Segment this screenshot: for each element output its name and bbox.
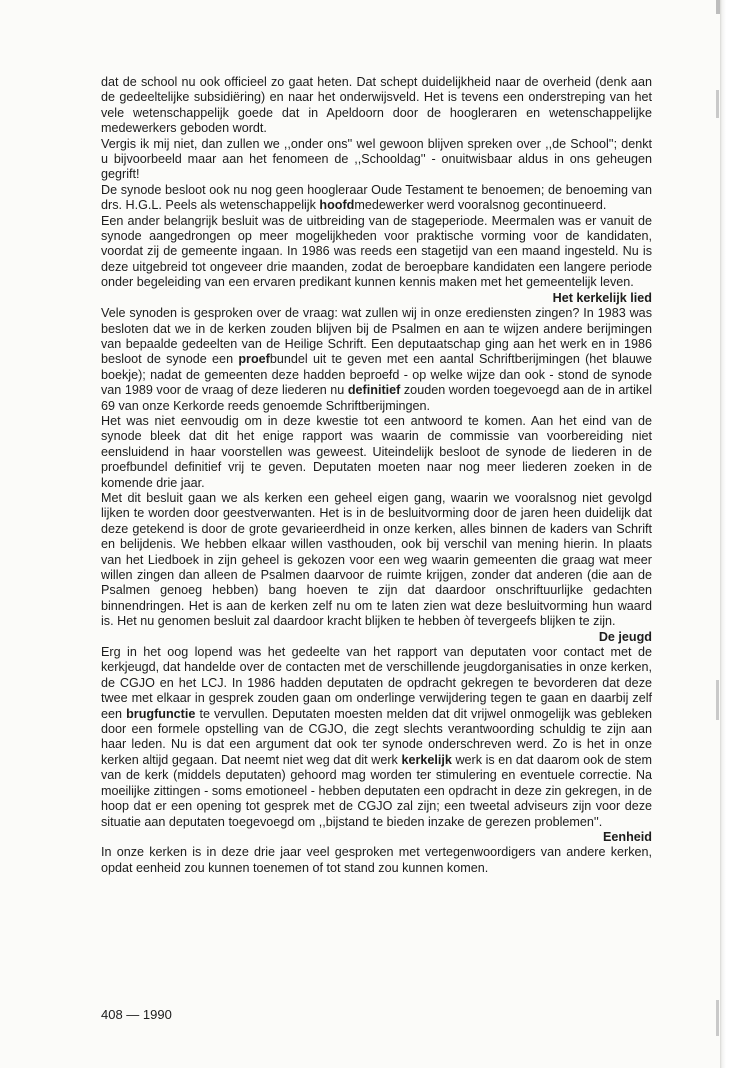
section-heading: Het kerkelijk lied [552,290,652,305]
text-run: bundel uit te geven met een aantal Schriftberijmingen (het blauwe boekje); nadat de gemeenten deze hadden beproefd - op welke wijze dan ook - stond de synode van 1989 voor de vraag of deze liederen nu [101,352,652,398]
paragraph [101,183,652,214]
text-run: zouden worden toegevoegd aan de in artikel 69 van onze Kerkorde reeds genoemde Schriftberijmingen. [101,383,653,413]
text-run: dat de school nu ook officieel zo gaat heten. Dat schept duidelijkheid naar de overheid (denk aan de gedeeltelijke subsidiëring) en naar het onderwijsveld. Het is tevens een onderstreping van het vele wetenschappelijk goede dat in Apeldoorn door de hoogleraren en wetenschappelijke medewerkers geboden wordt. [101,75,652,136]
paragraph [101,137,652,183]
paragraph [101,845,652,876]
text-run: werk is en dat daarom ook de stem van de kerk (middels deputaten) gehoord mag worden ter stimulering en eventuele correctie. Na moeilijke zittingen - soms emotioneel - hebben deputaten een opdracht in deze zin gekregen, in de hoop dat er een opening tot gesprek met de CGJO zal zijn; een tweetal adviseurs zijn voor deze situatie aan deputaten toegevoegd om ,,bijstand te bieden inzake de gerezen problemen''. [101,752,653,829]
emphasis: definitief [347,383,401,398]
paragraph [101,75,652,137]
paragraph [101,645,652,830]
paragraph [101,491,652,630]
text-run: Erg in het oog lopend was het gedeelte van het rapport van deputaten voor contact met de kerkjeugd, dat handelde over de contacten met de verschillende jeugdorganisaties in onze kerken, de CGJO en het LCJ. In 1986 hadden deputaten de opdracht gekregen te bevorderen dat deze twee met elkaar in gesprek zouden gaan om onderlinge verwijdering tegen te gaan en daarbij zelf een [101,645,652,721]
paragraph [101,214,652,291]
text-run: De synode besloot ook nu nog geen hoogleraar Oude Testament te benoemen; de benoeming van drs. H.G.L. Peels als wetenschappelijk [101,182,652,213]
emphasis: proef [238,352,270,367]
bleed-mark [716,1000,719,1036]
text-run: medewerker werd vooralsnog gecontinueerd. [354,198,607,213]
page-edge [720,0,738,1068]
paragraph [101,414,652,491]
text-run: Met dit besluit gaan we als kerken een geheel eigen gang, waarin we vooralsnog niet gevolgd lijken te worden door geestverwanten. Het is in de besluitvorming door de jaren heen duidelijk dat deze getekend is door de grote gevarieerdheid in onze kerken, alles binnen de kaders van Schrift en belijdenis. We hebben elkaar willen vasthouden, ook bij verschil van mening hierin. In plaats van het Liedboek in zijn geheel is gekozen voor een weg waarin gemeenten die graag wat meer willen zingen dan alleen de Psalmen daarvoor de ruimte krijgen, zonder dat anderen (die aan de Psalmen genoeg hebben) bang hoeven te zijn dat daardoor onschriftuurlijke gedachten binnendringen. Het is aan de kerken zelf nu om te laten zien wat deze besluitvorming hun waard is. Het nu genomen besluit zal daardoor kracht blijken te hebben òf tevergeefs blijken te zijn. [101,490,652,629]
emphasis: kerkelijk [401,752,452,767]
page-number: 408 — 1990 [101,1007,172,1022]
article-body [101,75,652,876]
section-heading: Eenheid [603,829,652,844]
paragraph [101,306,652,414]
text-run: In onze kerken is in deze drie jaar veel gesproken met vertegenwoordigers van andere kerken, opdat eenheid zou kunnen toenemen of tot stand zou kunnen komen. [101,845,652,875]
bleed-mark [716,680,719,720]
emphasis: brugfunctie [126,706,196,721]
text-run: Een ander belangrijk besluit was de uitbreiding van de stageperiode. Meermalen was er vanuit de synode aangedrongen op meer mogelijkheden voor praktische vorming voor de kandidaten, voordat zij de gemeente ingaan. In 1986 was reeds een stagetijd van een maand ingesteld. Nu is deze uitgebreid tot ongeveer drie maanden, zodat de beroepbare kandidaten een langere periode onder begeleiding van een ervaren predikant kunnen kennis maken met het gemeentelijk leven. [101,213,652,290]
text-run: Vergis ik mij niet, dan zullen we ,,onder ons'' wel gewoon blijven spreken over ,,de School''; denkt u bijvoorbeeld maar aan het fenomeen de ,,Schooldag'' - onuitwisbaar aldus in ons geheugen gegrift! [101,136,652,182]
text-run: te vervullen. Deputaten moesten melden dat dit vrijwel onmogelijk was gebleken door een formele opstelling van de CGJO, die zegt slechts verantwoording schuldig te zijn aan haar leden. Nu is dat een argument dat ook ter synode onderschreven werd. Zo is het in onze kerken altijd gegaan. Dat neemt niet weg dat dit werk [101,706,652,767]
emphasis: hoofd [319,198,355,213]
section-heading: De jeugd [598,629,652,644]
text-run: Het was niet eenvoudig om in deze kwestie tot een antwoord te komen. Aan het eind van de synode bleek dat dit het enige rapport was waarin de commissie van voorbereiding niet eensluidend in haar voorstellen was geweest. Uiteindelijk besloot de synode de liederen in de proefbundel definitief vrij te geven. Deputaten moeten naar nog meer liederen zoeken in de komende drie jaar. [101,413,652,490]
bleed-mark [716,90,719,118]
scan-corner-mark [716,0,720,14]
text-run: Vele synoden is gesproken over de vraag: wat zullen wij in onze erediensten zingen? In 1983 was besloten dat we in de kerken zouden blijven bij de Psalmen en aan te wijzen andere berijmingen van bepaalde gedeelten van de Heilige Schrift. Een deputaatschap ging aan het werk en in 1986 besloot de synode een [101,306,652,367]
